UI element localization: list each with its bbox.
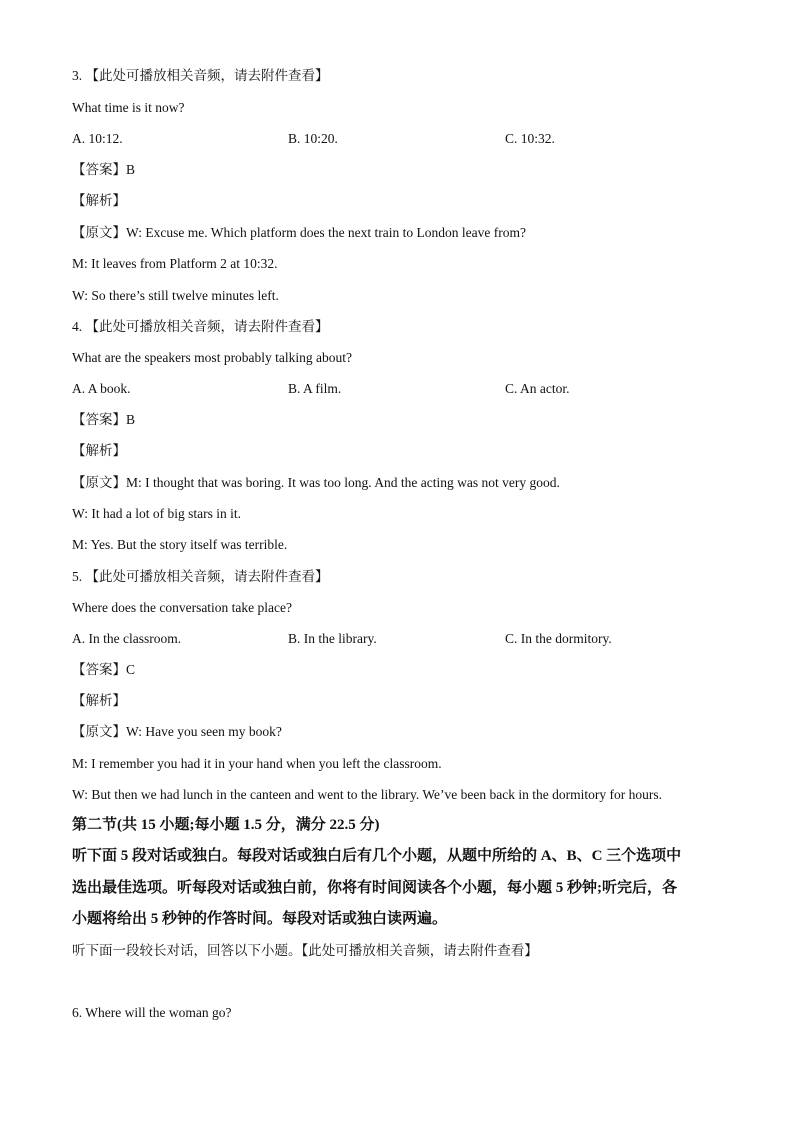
section2-prompt: 听下面一段较长对话，回答以下小题。【此处可播放相关音频，请去附件查看】	[72, 943, 538, 958]
q5-header: 5. 【此处可播放相关音频，请去附件查看】	[72, 569, 329, 584]
q5-analysis: 【解析】	[72, 693, 126, 708]
section2-instruction-line: 选出最佳选项。听每段对话或独白前，你将有时间阅读各个小题，每小题 5 秒钟;听完后，各	[72, 880, 677, 896]
q4-option-b: B. A film.	[288, 381, 342, 396]
q4-transcript-line: M: Yes. But the story itself was terrible.	[72, 537, 288, 552]
q5-option-b: B. In the library.	[288, 631, 377, 646]
q5-option-a: A. In the classroom.	[72, 631, 182, 646]
q3-transcript-line: 【原文】W: Excuse me. Which platform does the next train to London leave from?	[72, 225, 526, 240]
section2-instruction-line: 听下面 5 段对话或独白。每段对话或独白后有几个小题，从题中所给的 A、B、C 三个选项中	[72, 848, 682, 864]
q4-analysis: 【解析】	[72, 443, 126, 458]
q3-question: What time is it now?	[72, 100, 185, 115]
q4-header: 4. 【此处可播放相关音频，请去附件查看】	[72, 319, 329, 334]
q3-option-c: C. 10:32.	[505, 131, 555, 146]
q5-answer: 【答案】C	[72, 662, 136, 677]
q4-question: What are the speakers most probably talking about?	[72, 350, 353, 365]
section2-instruction-line: 小题将给出 5 秒钟的作答时间。每段对话或独白读两遍。	[72, 911, 448, 927]
q3-answer: 【答案】B	[72, 162, 136, 177]
q3-option-a: A. 10:12.	[72, 131, 123, 146]
section2-title: 第二节(共 15 小题;每小题 1.5 分，满分 22.5 分)	[72, 817, 380, 833]
q4-option-c: C. An actor.	[505, 381, 570, 396]
q3-analysis: 【解析】	[72, 193, 126, 208]
q3-header: 3. 【此处可播放相关音频，请去附件查看】	[72, 68, 329, 83]
q3-transcript-line: W: So there’s still twelve minutes left.	[72, 288, 279, 303]
q4-transcript-line: 【原文】M: I thought that was boring. It was too long. And the acting was not very good.	[72, 475, 560, 490]
q4-transcript-line: W: It had a lot of big stars in it.	[72, 506, 241, 521]
q4-option-a: A. A book.	[72, 381, 131, 396]
q3-option-b: B. 10:20.	[288, 131, 338, 146]
q5-option-c: C. In the dormitory.	[505, 631, 612, 646]
q3-transcript-line: M: It leaves from Platform 2 at 10:32.	[72, 256, 278, 271]
q6-question: 6. Where will the woman go?	[72, 1005, 232, 1020]
q5-question: Where does the conversation take place?	[72, 600, 293, 615]
q5-transcript-line: 【原文】W: Have you seen my book?	[72, 724, 282, 739]
q4-answer: 【答案】B	[72, 412, 136, 427]
q5-transcript-line: W: But then we had lunch in the canteen and went to the library. We’ve been back in the dormitory for hours.	[72, 787, 662, 802]
q5-transcript-line: M: I remember you had it in your hand when you left the classroom.	[72, 756, 442, 771]
